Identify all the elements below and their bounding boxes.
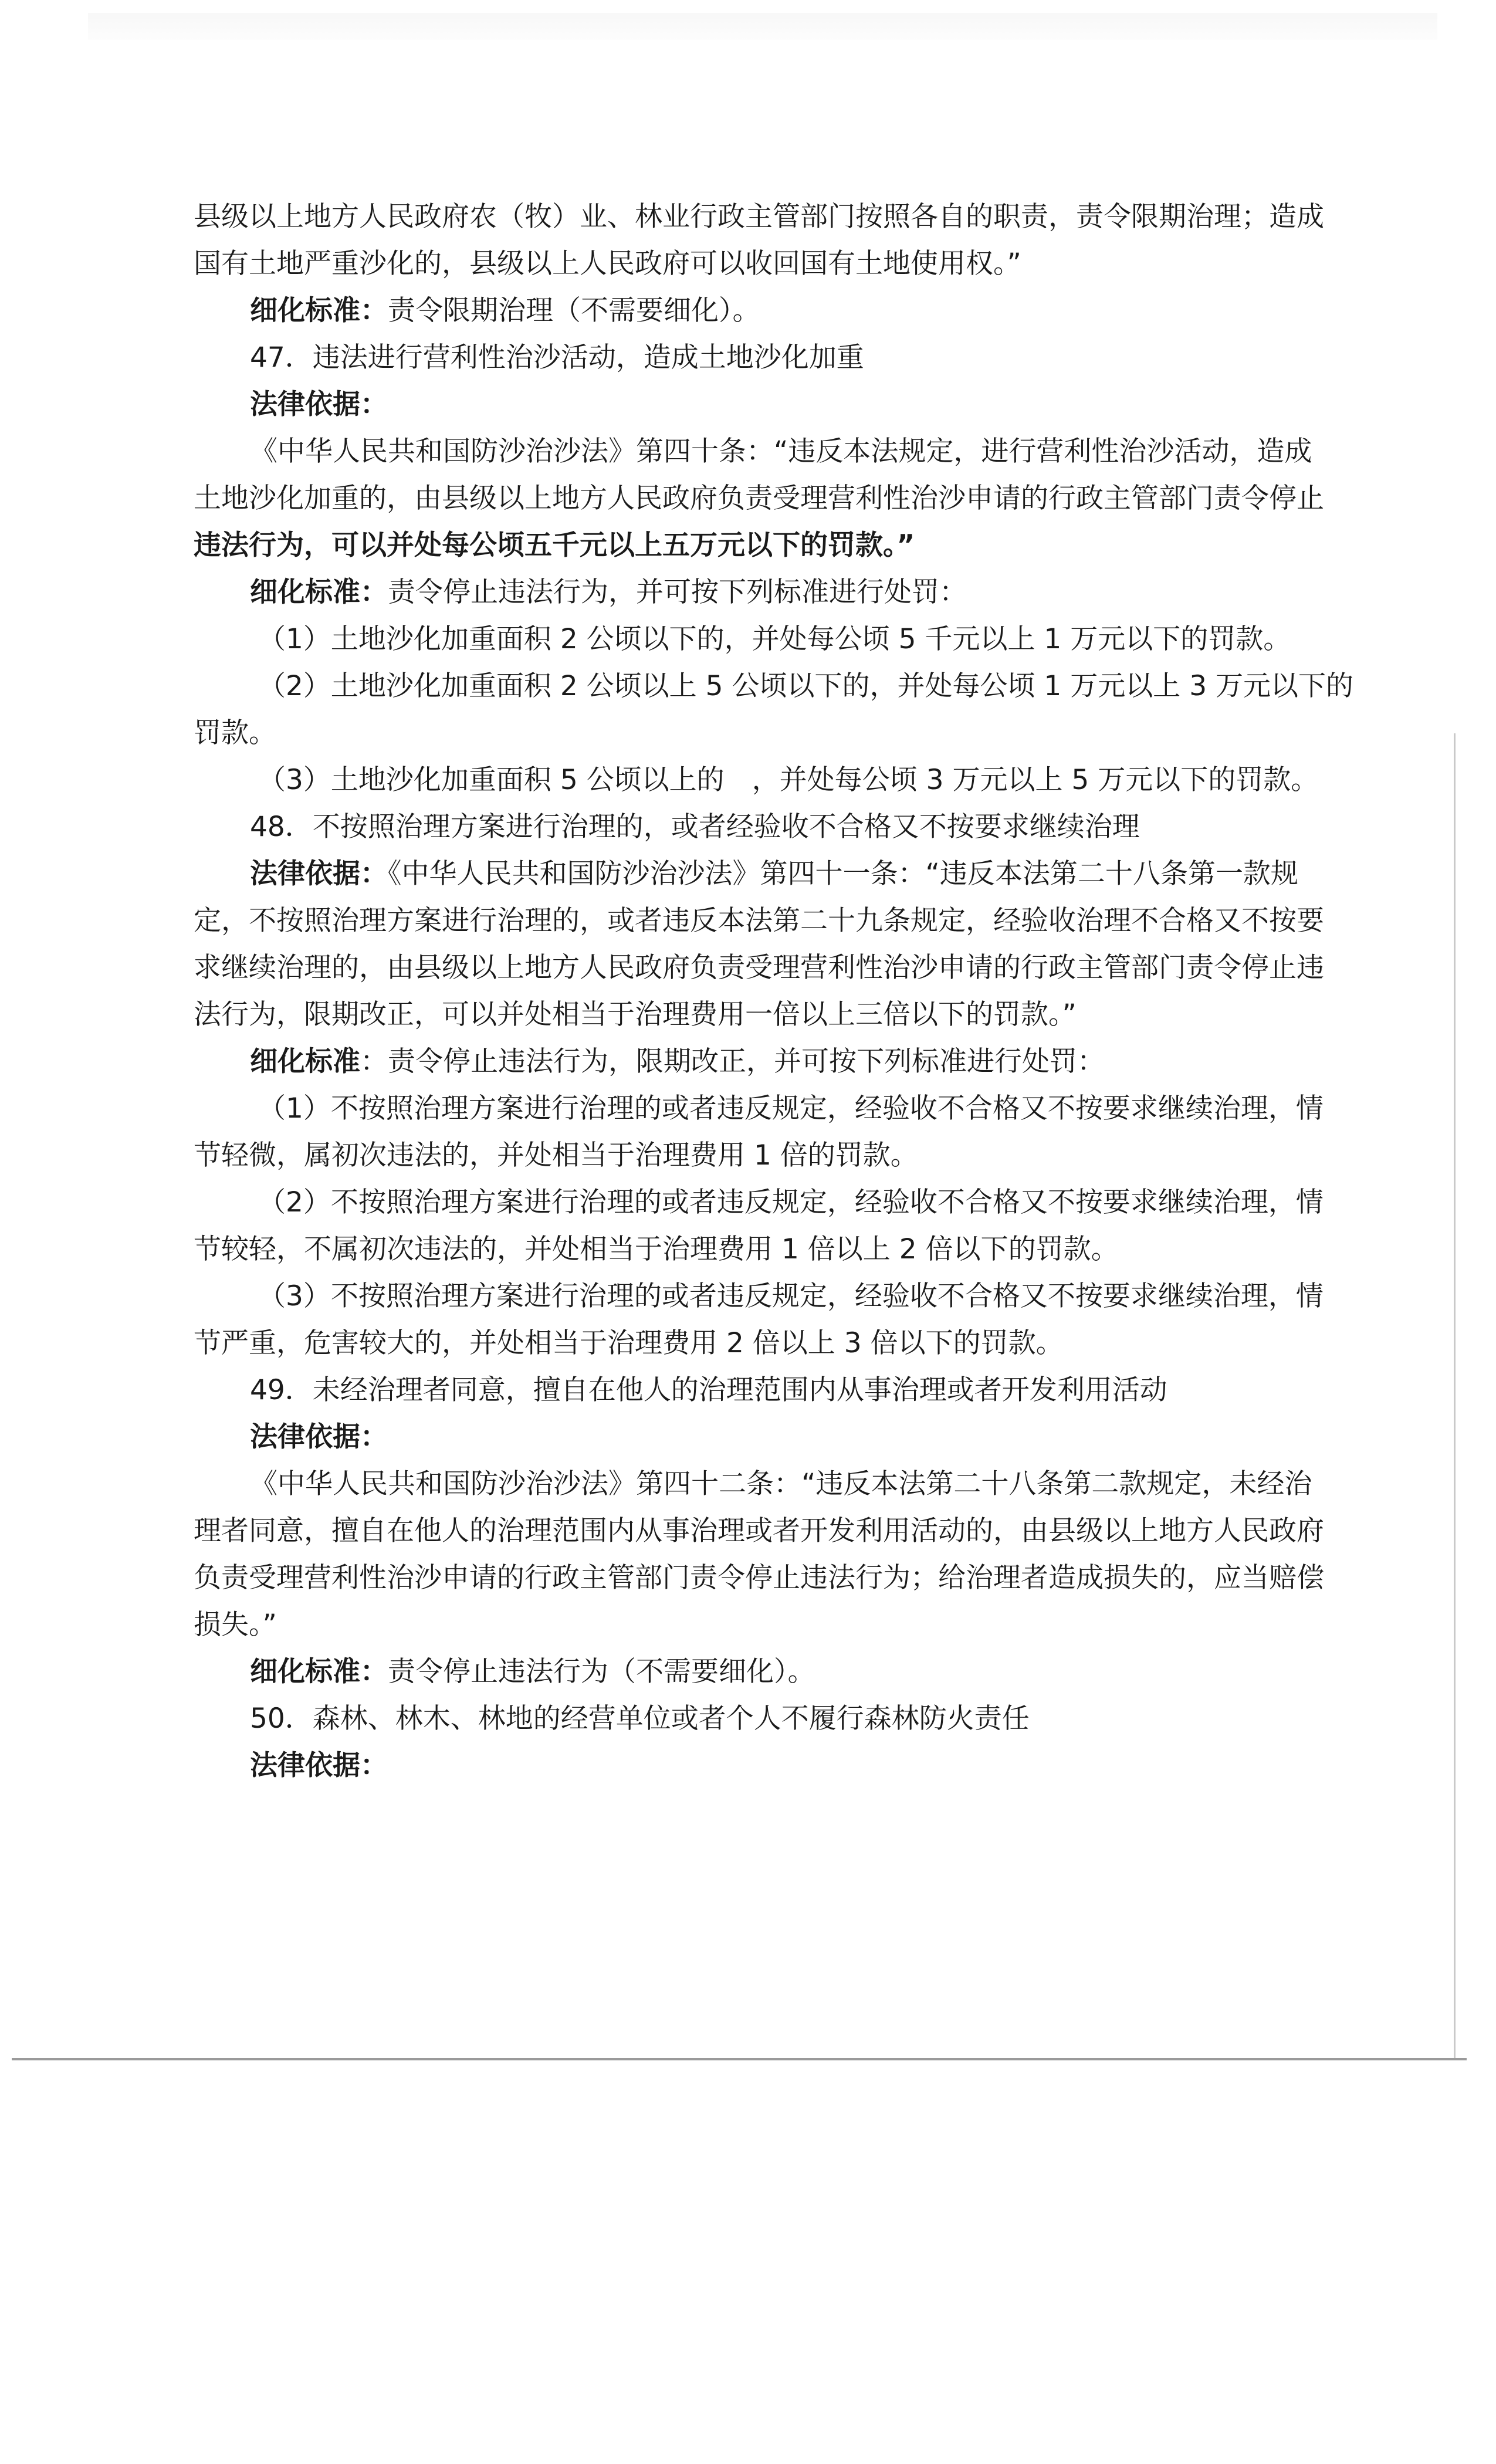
body-line: 罚款。 [194,717,276,749]
body-line: 国有土地严重沙化的，县级以上人民政府可以收回国有土地使用权。” [194,248,1021,280]
scan-edge-right [1454,733,1456,2058]
bold-label: 法律依据： [250,1421,388,1453]
body-line: 法行为，限期改正，可以并处相当于治理费用一倍以上三倍以下的罚款。” [194,999,1077,1031]
document-page [194,194,1354,1789]
bold-label: 违法行为，可以并处每公顷五千元以上五万元以下的罚款。” [194,529,915,561]
body-line: 节轻微，属初次违法的，并处相当于治理费用 1 倍的罚款。 [194,1139,918,1172]
bold-label: 细化标准 [250,1045,360,1078]
label-text: 责令限期治理（不需要细化）。 [388,295,760,327]
standard-line [194,287,1308,334]
item-heading-47: 47．违法进行营利性治沙活动，造成土地沙化加重 [250,341,864,374]
penalty-line: （1）不按照治理方案进行治理的或者违反规定，经验收不合格又不按要求继续治理，情 [258,1092,1324,1125]
body-line [194,522,1308,569]
bold-label: 法律依据： [250,1749,388,1782]
body-line: 理者同意，擅自在他人的治理范围内从事治理或者开发利用活动的，由县级以上地方人民政府 [194,1515,1324,1547]
body-line: 土地沙化加重的，由县级以上地方人民政府负责受理营利性治沙申请的行政主管部门责令停止 [194,482,1324,515]
label-text: 责令停止违法行为，并可按下列标准进行处罚： [388,576,967,608]
item-heading-48: 48．不按照治理方案进行治理的，或者经验收不合格又不按要求继续治理 [250,811,1140,843]
legal-basis-line [194,1414,1308,1461]
bold-label: 法律依据： [250,388,388,421]
label-text: ：责令停止违法行为，限期改正，并可按下列标准进行处罚： [360,1045,1105,1078]
legal-basis-line [194,1742,1308,1789]
bold-label: 细化标准： [250,576,388,608]
penalty-line: （3）土地沙化加重面积 5 公顷以上的 ，并处每公顷 3 万元以上 5 万元以下的罚款。 [258,764,1319,796]
label-text: 责令停止违法行为（不需要细化）。 [388,1656,815,1688]
label-text: 《中华人民共和国防沙治沙法》第四十一条：“违反本法第二十八条第一款规 [388,858,1298,890]
body-line: 《中华人民共和国防沙治沙法》第四十二条：“违反本法第二十八条第二款规定，未经治 [250,1468,1312,1500]
body-line: 节较轻，不属初次违法的，并处相当于治理费用 1 倍以上 2 倍以下的罚款。 [194,1233,1119,1265]
penalty-line: （2）土地沙化加重面积 2 公顷以上 5 公顷以下的，并处每公顷 1 万元以上 3 万元以下的 [258,670,1354,702]
body-line: 节严重，危害较大的，并处相当于治理费用 2 倍以上 3 倍以下的罚款。 [194,1327,1064,1359]
penalty-line: （3）不按照治理方案进行治理的或者违反规定，经验收不合格又不按要求继续治理，情 [258,1280,1324,1312]
penalty-line: （1）土地沙化加重面积 2 公顷以下的，并处每公顷 5 千元以上 1 万元以下的罚款。 [258,623,1291,655]
bold-label: 法律依据： [250,858,388,890]
body-line: 《中华人民共和国防沙治沙法》第四十条：“违反本法规定，进行营利性治沙活动，造成 [250,435,1312,468]
body-line: 求继续治理的，由县级以上地方人民政府负责受理营利性治沙申请的行政主管部门责令停止违 [194,952,1324,984]
legal-basis-line [194,381,1308,428]
item-heading-50: 50．森林、林木、林地的经营单位或者个人不履行森林防火责任 [250,1703,1030,1735]
bold-label: 细化标准： [250,295,388,327]
legal-basis-line [194,851,1308,898]
scan-edge-bottom [12,2058,1467,2060]
standard-line [194,569,1308,616]
body-line: 县级以上地方人民政府农（牧）业、林业行政主管部门按照各自的职责，责令限期治理；造成 [194,201,1324,233]
scan-artifact-top [88,13,1437,40]
body-line: 定，不按照治理方案进行治理的，或者违反本法第二十九条规定，经验收治理不合格又不按要 [194,905,1324,937]
standard-line [194,1649,1308,1695]
item-heading-49: 49．未经治理者同意，擅自在他人的治理范围内从事治理或者开发利用活动 [250,1374,1167,1406]
body-line: 负责受理营利性治沙申请的行政主管部门责令停止违法行为；给治理者造成损失的，应当赔偿 [194,1562,1324,1594]
penalty-line: （2）不按照治理方案进行治理的或者违反规定，经验收不合格又不按要求继续治理，情 [258,1186,1324,1219]
bold-label: 细化标准： [250,1656,388,1688]
body-line: 损失。” [194,1609,277,1641]
standard-line [194,1038,1308,1085]
